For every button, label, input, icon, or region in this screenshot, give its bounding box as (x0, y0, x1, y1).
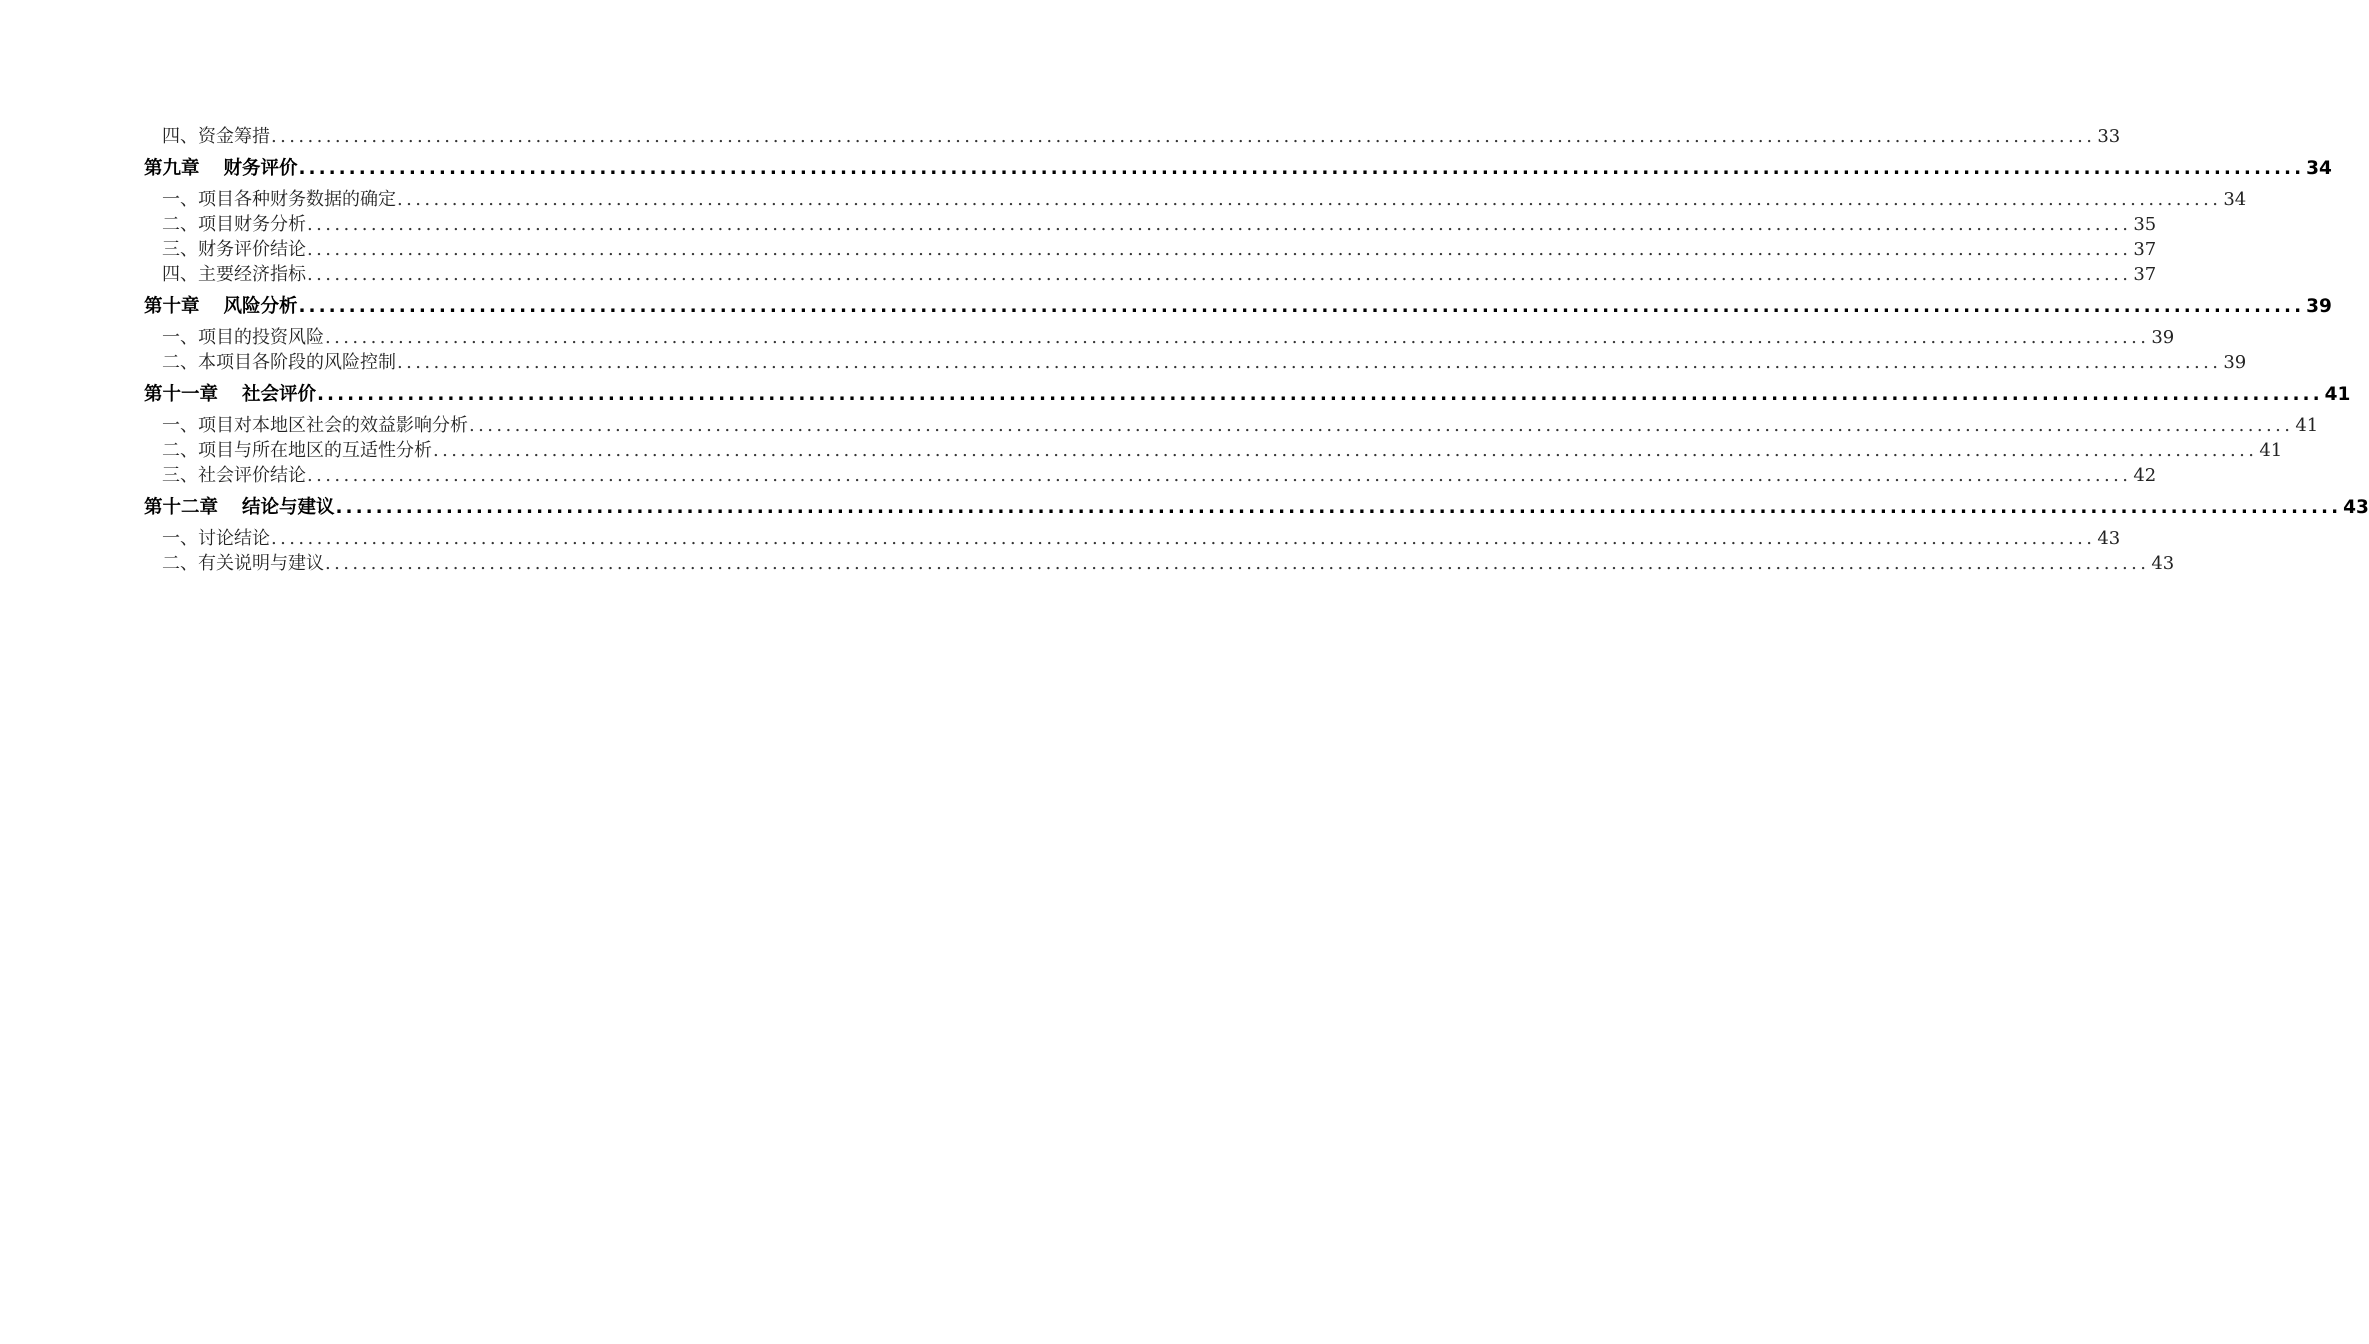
toc-page-number: 41 (2324, 384, 2351, 405)
toc-page-number: 34 (2223, 189, 2247, 210)
toc-section-title: 二、项目与所在地区的互适性分析 (162, 440, 432, 461)
toc-dot-leader: ........................................................................................................................................................................................................ (397, 189, 2222, 210)
toc-dot-leader: ........................................................................................................................................................................................................ (307, 264, 2132, 285)
toc-section-entry[interactable] (144, 438, 2283, 463)
toc-chapter-entry[interactable] (144, 494, 2369, 522)
toc-chapter-entry[interactable] (144, 381, 2351, 409)
toc-page-number: 43 (2097, 528, 2121, 549)
toc-section-title: 三、财务评价结论 (162, 239, 306, 260)
toc-page-number: 34 (2306, 158, 2332, 179)
toc-chapter-title (144, 293, 298, 321)
toc-dot-leader: ........................................................................................................................................................................................................ (325, 327, 2150, 348)
toc-section-entry[interactable] (144, 212, 2157, 237)
toc-section-entry[interactable] (144, 237, 2157, 262)
toc-page-number: 41 (2259, 440, 2283, 461)
toc-section-title: 一、项目各种财务数据的确定 (162, 189, 396, 210)
toc-page-number: 41 (2295, 415, 2319, 436)
toc-chapter-number: 第十一章 (144, 384, 219, 405)
toc-page-number: 37 (2133, 264, 2157, 285)
toc-chapter-entry[interactable] (144, 293, 2332, 321)
toc-dot-leader: ........................................................................................................................................................................................................ (271, 126, 2096, 147)
toc-dot-leader: ........................................................................................................................................................................................................ (317, 384, 2323, 405)
toc-page-number: 37 (2133, 239, 2157, 260)
toc-page-number: 42 (2133, 465, 2157, 486)
toc-chapter-entry[interactable] (144, 155, 2332, 183)
toc-dot-leader: ........................................................................................................................................................................................................ (298, 296, 2305, 317)
toc-chapter-number: 第十章 (144, 296, 200, 317)
toc-section-title: 二、本项目各阶段的风险控制 (162, 352, 396, 373)
toc-section-title: 一、讨论结论 (162, 528, 270, 549)
toc-chapter-name: 风险分析 (223, 296, 298, 317)
toc-section-title: 一、项目的投资风险 (162, 327, 324, 348)
toc-section-entry[interactable] (144, 413, 2319, 438)
toc-section-entry[interactable] (144, 262, 2157, 287)
toc-dot-leader: ........................................................................................................................................................................................................ (307, 239, 2132, 260)
toc-section-title: 三、社会评价结论 (162, 465, 306, 486)
toc-section-entry[interactable] (144, 124, 2121, 149)
toc-dot-leader: ........................................................................................................................................................................................................ (307, 465, 2132, 486)
toc-chapter-name: 社会评价 (242, 384, 317, 405)
toc-section-title: 二、项目财务分析 (162, 214, 306, 235)
toc-section-entry[interactable] (144, 526, 2121, 551)
toc-chapter-name: 财务评价 (223, 158, 298, 179)
toc-chapter-number: 第十二章 (144, 497, 219, 518)
toc-page-number: 43 (2151, 553, 2175, 574)
toc-section-title: 四、资金筹措 (162, 126, 270, 147)
toc-dot-leader: ........................................................................................................................................................................................................ (307, 214, 2132, 235)
toc-section-title: 四、主要经济指标 (162, 264, 306, 285)
toc-dot-leader: ........................................................................................................................................................................................................ (469, 415, 2294, 436)
toc-dot-leader: ........................................................................................................................................................................................................ (397, 352, 2222, 373)
toc-chapter-name: 结论与建议 (242, 497, 335, 518)
toc-chapter-title (144, 494, 335, 522)
toc-page-number: 39 (2223, 352, 2247, 373)
toc-chapter-title (144, 381, 316, 409)
toc-page-number: 33 (2097, 126, 2121, 147)
toc-dot-leader: ........................................................................................................................................................................................................ (325, 553, 2150, 574)
toc-section-entry[interactable] (144, 463, 2157, 488)
toc-dot-leader: ........................................................................................................................................................................................................ (271, 528, 2096, 549)
toc-chapter-title (144, 155, 298, 183)
toc-page-number: 35 (2133, 214, 2157, 235)
toc-page-number: 39 (2151, 327, 2175, 348)
toc-section-title: 二、有关说明与建议 (162, 553, 324, 574)
toc-page-number: 39 (2306, 296, 2332, 317)
toc-section-entry[interactable] (144, 350, 2247, 375)
toc-dot-leader: ........................................................................................................................................................................................................ (298, 158, 2305, 179)
toc-section-title: 一、项目对本地区社会的效益影响分析 (162, 415, 468, 436)
toc-section-entry[interactable] (144, 325, 2175, 350)
toc-page-number: 43 (2343, 497, 2369, 518)
toc-section-entry[interactable] (144, 551, 2175, 576)
toc-chapter-number: 第九章 (144, 158, 200, 179)
toc-section-entry[interactable] (144, 187, 2247, 212)
toc-dot-leader: ........................................................................................................................................................................................................ (335, 497, 2342, 518)
table-of-contents (144, 124, 2369, 576)
toc-dot-leader: ........................................................................................................................................................................................................ (433, 440, 2258, 461)
